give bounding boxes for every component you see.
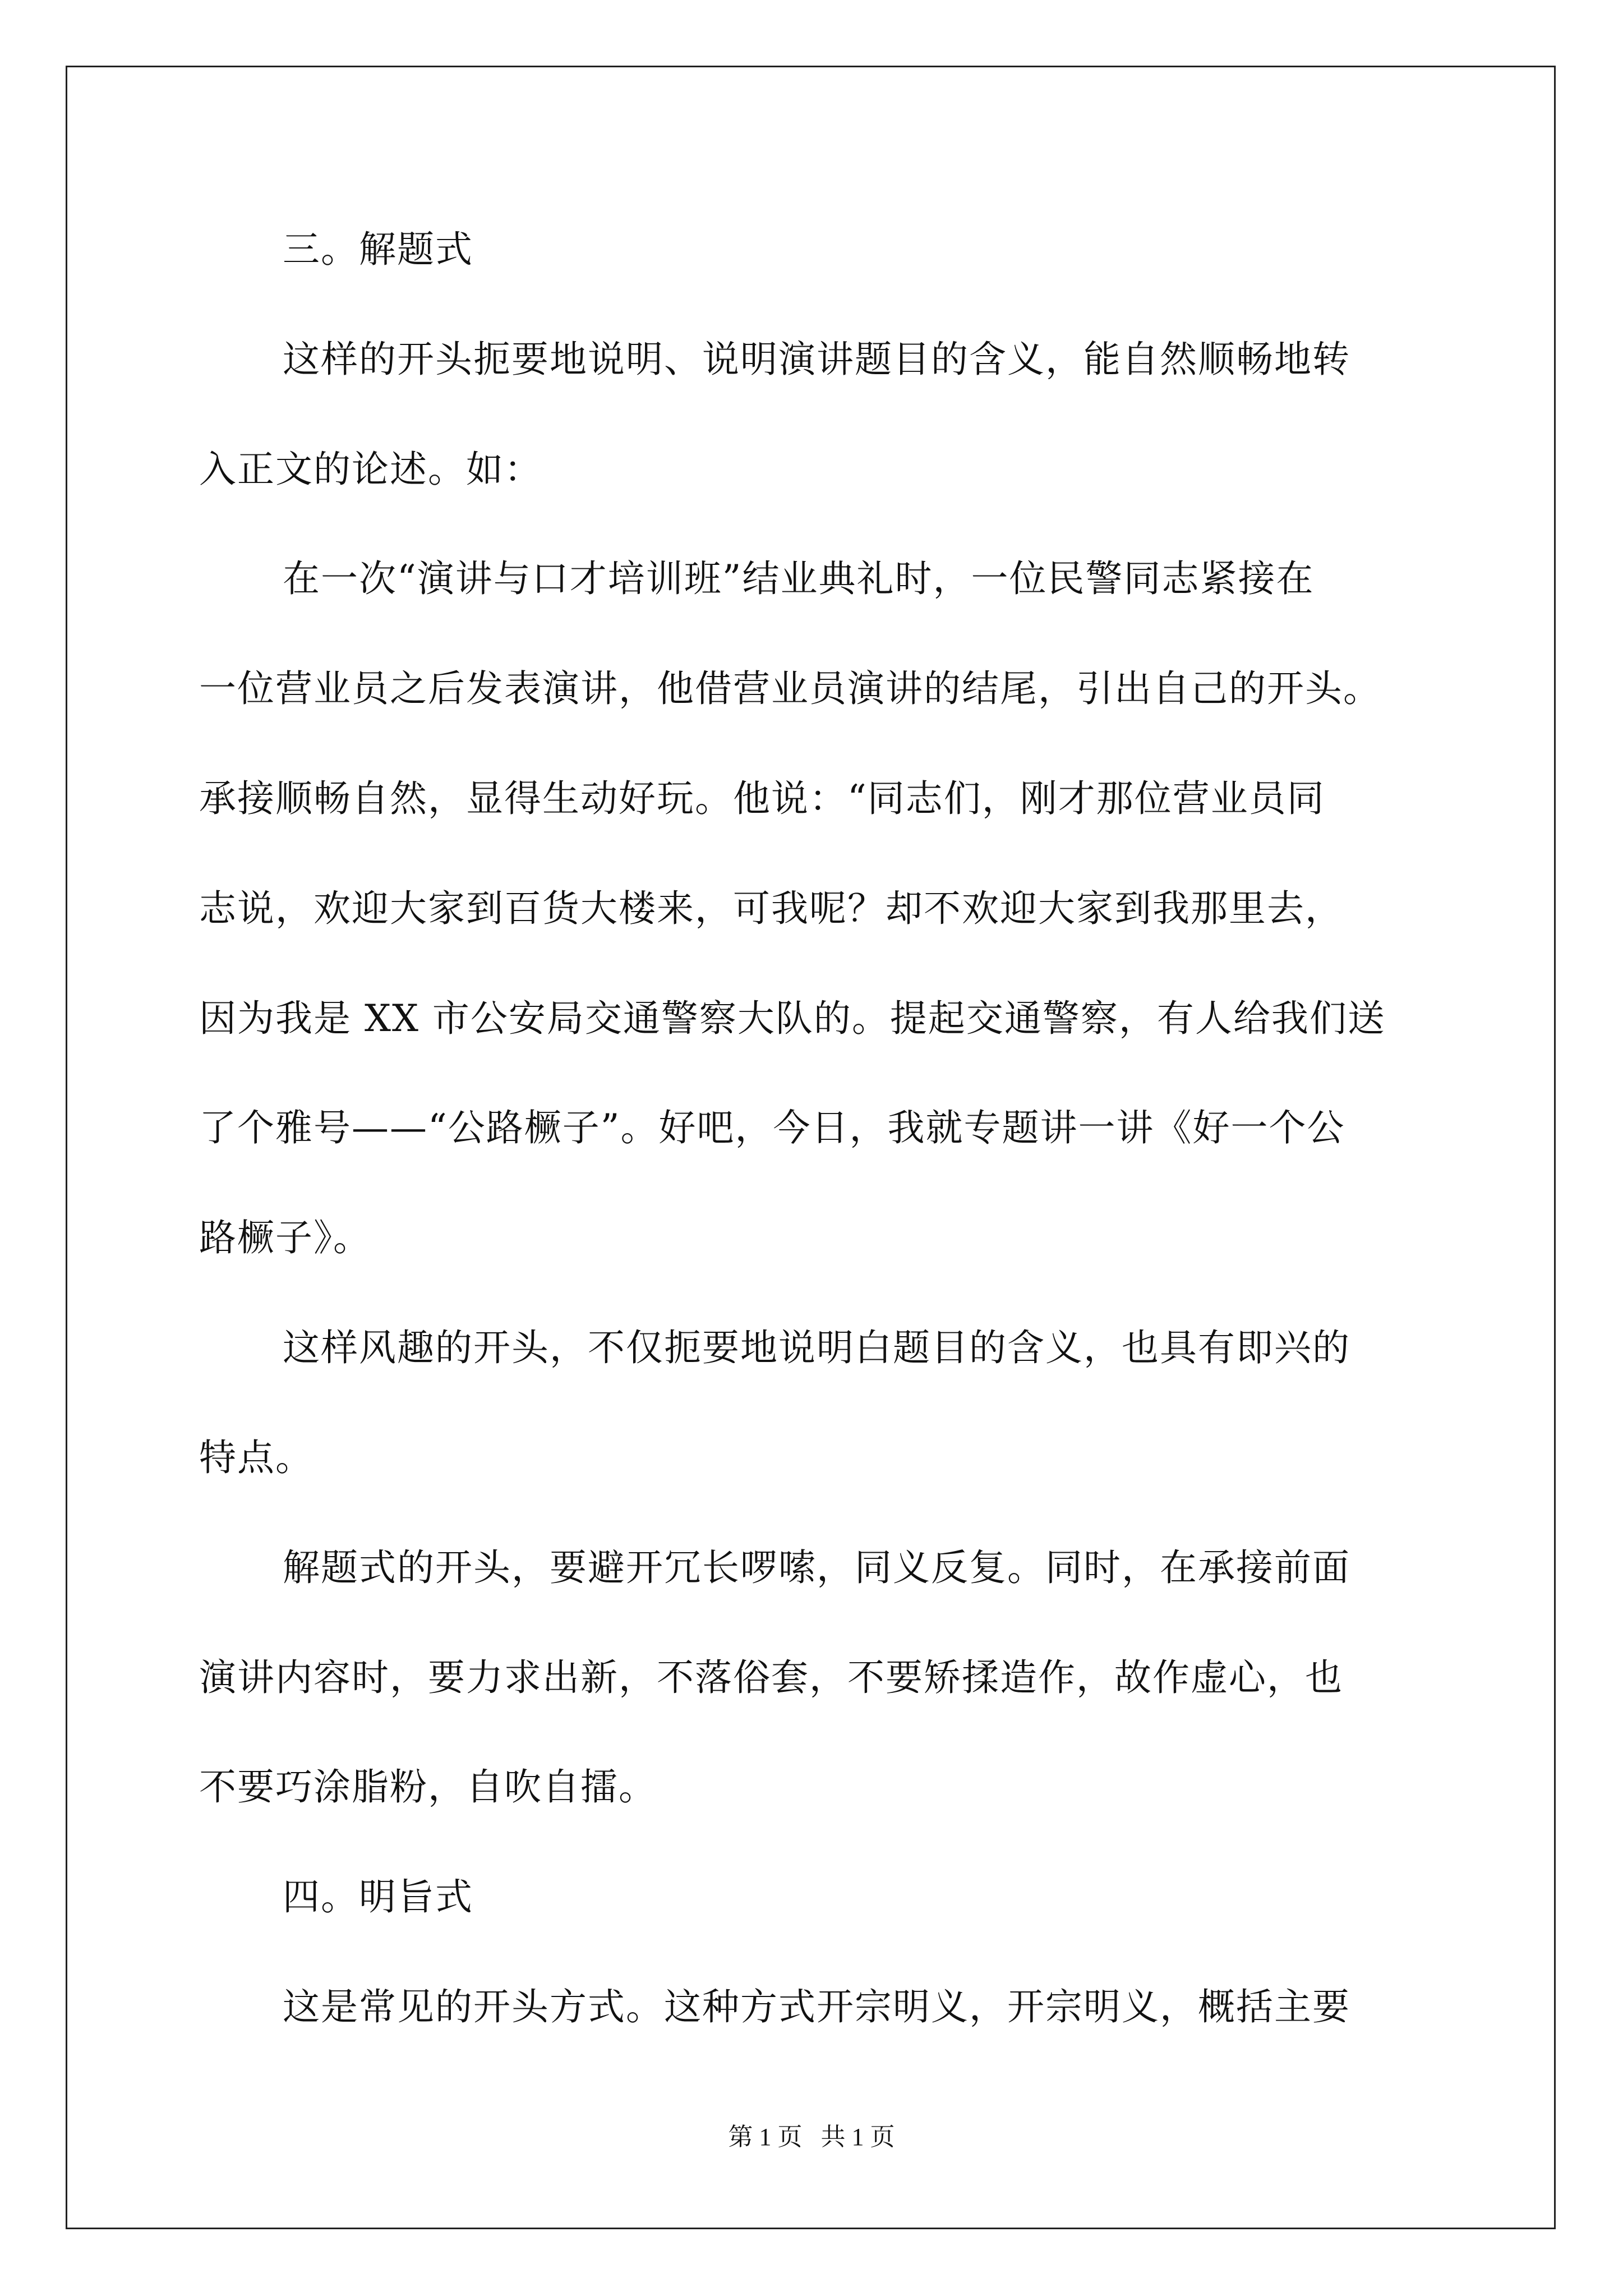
paragraph-line: 演讲内容时，要力求出新，不落俗套，不要矫揉造作，故作虚心，也 [199,1656,1343,1699]
paragraph-line: 因为我是 XX 市公安局交通警察大队的。提起交通警察，有人给我们送 [199,997,1386,1040]
paragraph-line: 这是常见的开头方式。这种方式开宗明义，开宗明义，概括主要 [283,1985,1350,2028]
paragraph-line: 特点。 [199,1436,313,1479]
paragraph-line: 这样风趣的开头，不仅扼要地说明白题目的含义，也具有即兴的 [283,1326,1350,1369]
paragraph-line: 志说，欢迎大家到百货大楼来，可我呢？却不欢迎大家到我那里去， [199,887,1343,930]
paragraph-line: 承接顺畅自然，显得生动好玩。他说：“同志们，刚才那位营业员同 [199,777,1325,820]
page-footer [0,2125,1623,2150]
paragraph-line: 这样的开头扼要地说明、说明演讲题目的含义，能自然顺畅地转 [283,338,1350,381]
paragraph-line: 了个雅号——“公路橛子”。好吧，今日，我就专题讲一讲《好一个公 [199,1106,1345,1149]
paragraph-line: 入正文的论述。如： [199,448,542,491]
paragraph-line: 一位营业员之后发表演讲，他借营业员演讲的结尾，引出自己的开头。 [199,667,1381,710]
section-heading-4: 四。明旨式 [283,1875,473,1918]
paragraph-line: 解题式的开头，要避开冗长啰嗦，同义反复。同时，在承接前面 [283,1546,1350,1589]
page-number-total: 共 1 页 [820,2123,895,2151]
section-heading-3: 三。解题式 [283,228,473,271]
paragraph-line: 在一次“演讲与口才培训班”结业典礼时，一位民警同志紧接在 [283,557,1315,600]
page-number-current: 第 1 页 [728,2123,803,2151]
paragraph-line: 不要巧涂脂粉，自吹自擂。 [199,1765,657,1809]
paragraph-line: 路橛子》。 [199,1216,371,1259]
